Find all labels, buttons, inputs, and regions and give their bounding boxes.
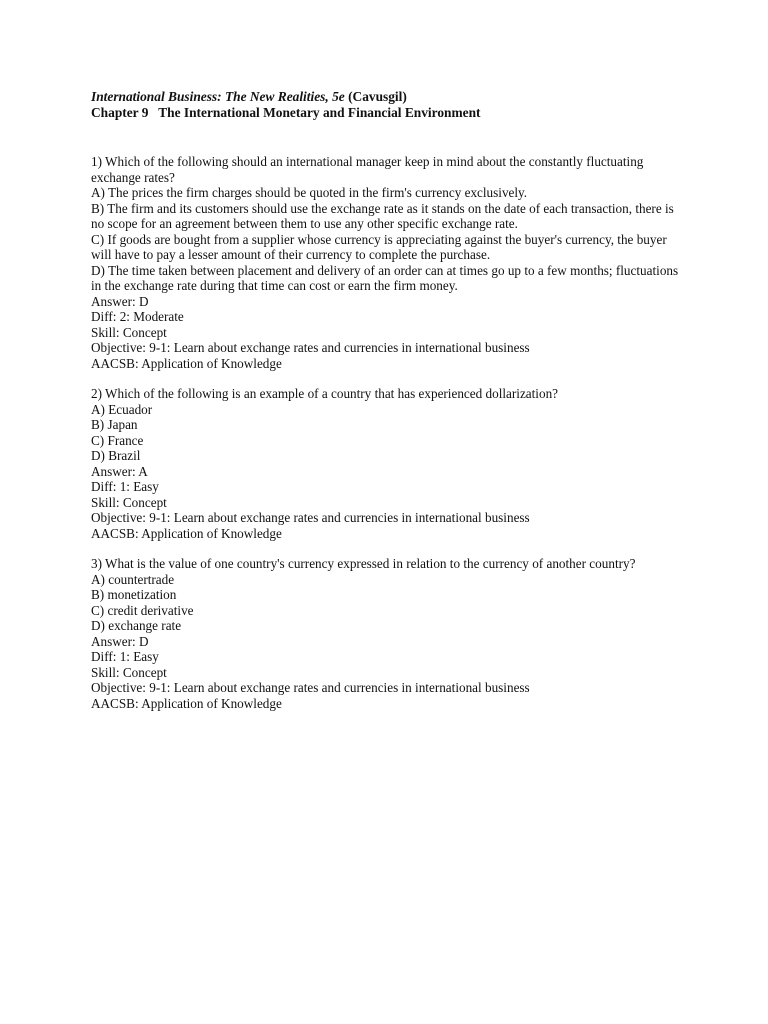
option-a: A) The prices the firm charges should be quoted in the firm's currency exclusively. [91, 185, 528, 200]
document-header [91, 89, 728, 121]
book-line [91, 89, 728, 105]
answer-line: Answer: D [91, 633, 149, 649]
question-1 [91, 154, 728, 371]
skill-line: Skill: Concept [91, 494, 167, 510]
answer-line: Answer: A [91, 463, 148, 479]
question-stem: 3) What is the value of one country's currency expressed in relation to the currency of another country? [91, 556, 636, 571]
aacsb-line: AACSB: Application of Knowledge [91, 525, 282, 541]
option-b: B) The firm and its customers should use the exchange rate as it stands on the date of each transaction, there is no scope for an agreement between them to use any other specific exchange rate. [91, 200, 674, 231]
option-c: C) France [91, 432, 144, 448]
book-author: (Cavusgil) [348, 89, 407, 104]
option-b: B) Japan [91, 417, 138, 432]
objective-line: Objective: 9-1: Learn about exchange rates and currencies in international business [91, 510, 530, 525]
aacsb-line: AACSB: Application of Knowledge [91, 695, 282, 711]
question-3 [91, 556, 728, 711]
difficulty-line: Diff: 2: Moderate [91, 309, 184, 324]
option-b: B) monetization [91, 587, 177, 602]
objective-line: Objective: 9-1: Learn about exchange rates and currencies in international business [91, 680, 530, 695]
skill-line: Skill: Concept [91, 324, 167, 340]
option-a: A) countertrade [91, 571, 175, 587]
question-2 [91, 386, 728, 541]
option-d: D) exchange rate [91, 618, 182, 633]
question-stem: 2) Which of the following is an example of a country that has experienced dollarization? [91, 386, 559, 401]
option-c: C) credit derivative [91, 602, 194, 618]
question-stem: 1) Which of the following should an international manager keep in mind about the constantly fluctuating exchange rates? [91, 154, 644, 185]
aacsb-line: AACSB: Application of Knowledge [91, 355, 282, 371]
book-title: International Business: The New Realities, 5e [91, 89, 345, 104]
option-a: A) Ecuador [91, 401, 153, 417]
answer-line: Answer: D [91, 293, 149, 309]
objective-line: Objective: 9-1: Learn about exchange rates and currencies in international business [91, 340, 530, 355]
skill-line: Skill: Concept [91, 664, 167, 680]
option-d: D) The time taken between placement and delivery of an order can at times go up to a few months; fluctuations in the exchange rate during that time can cost or earn the firm money. [91, 262, 679, 293]
option-d: D) Brazil [91, 448, 141, 463]
difficulty-line: Diff: 1: Easy [91, 479, 159, 494]
difficulty-line: Diff: 1: Easy [91, 649, 159, 664]
option-c: C) If goods are bought from a supplier whose currency is appreciating against the buyer's currency, the buyer will have to pay a lesser amount of their currency to complete the purchase. [91, 231, 667, 262]
chapter-title: Chapter 9 The International Monetary and Financial Environment [91, 105, 481, 120]
